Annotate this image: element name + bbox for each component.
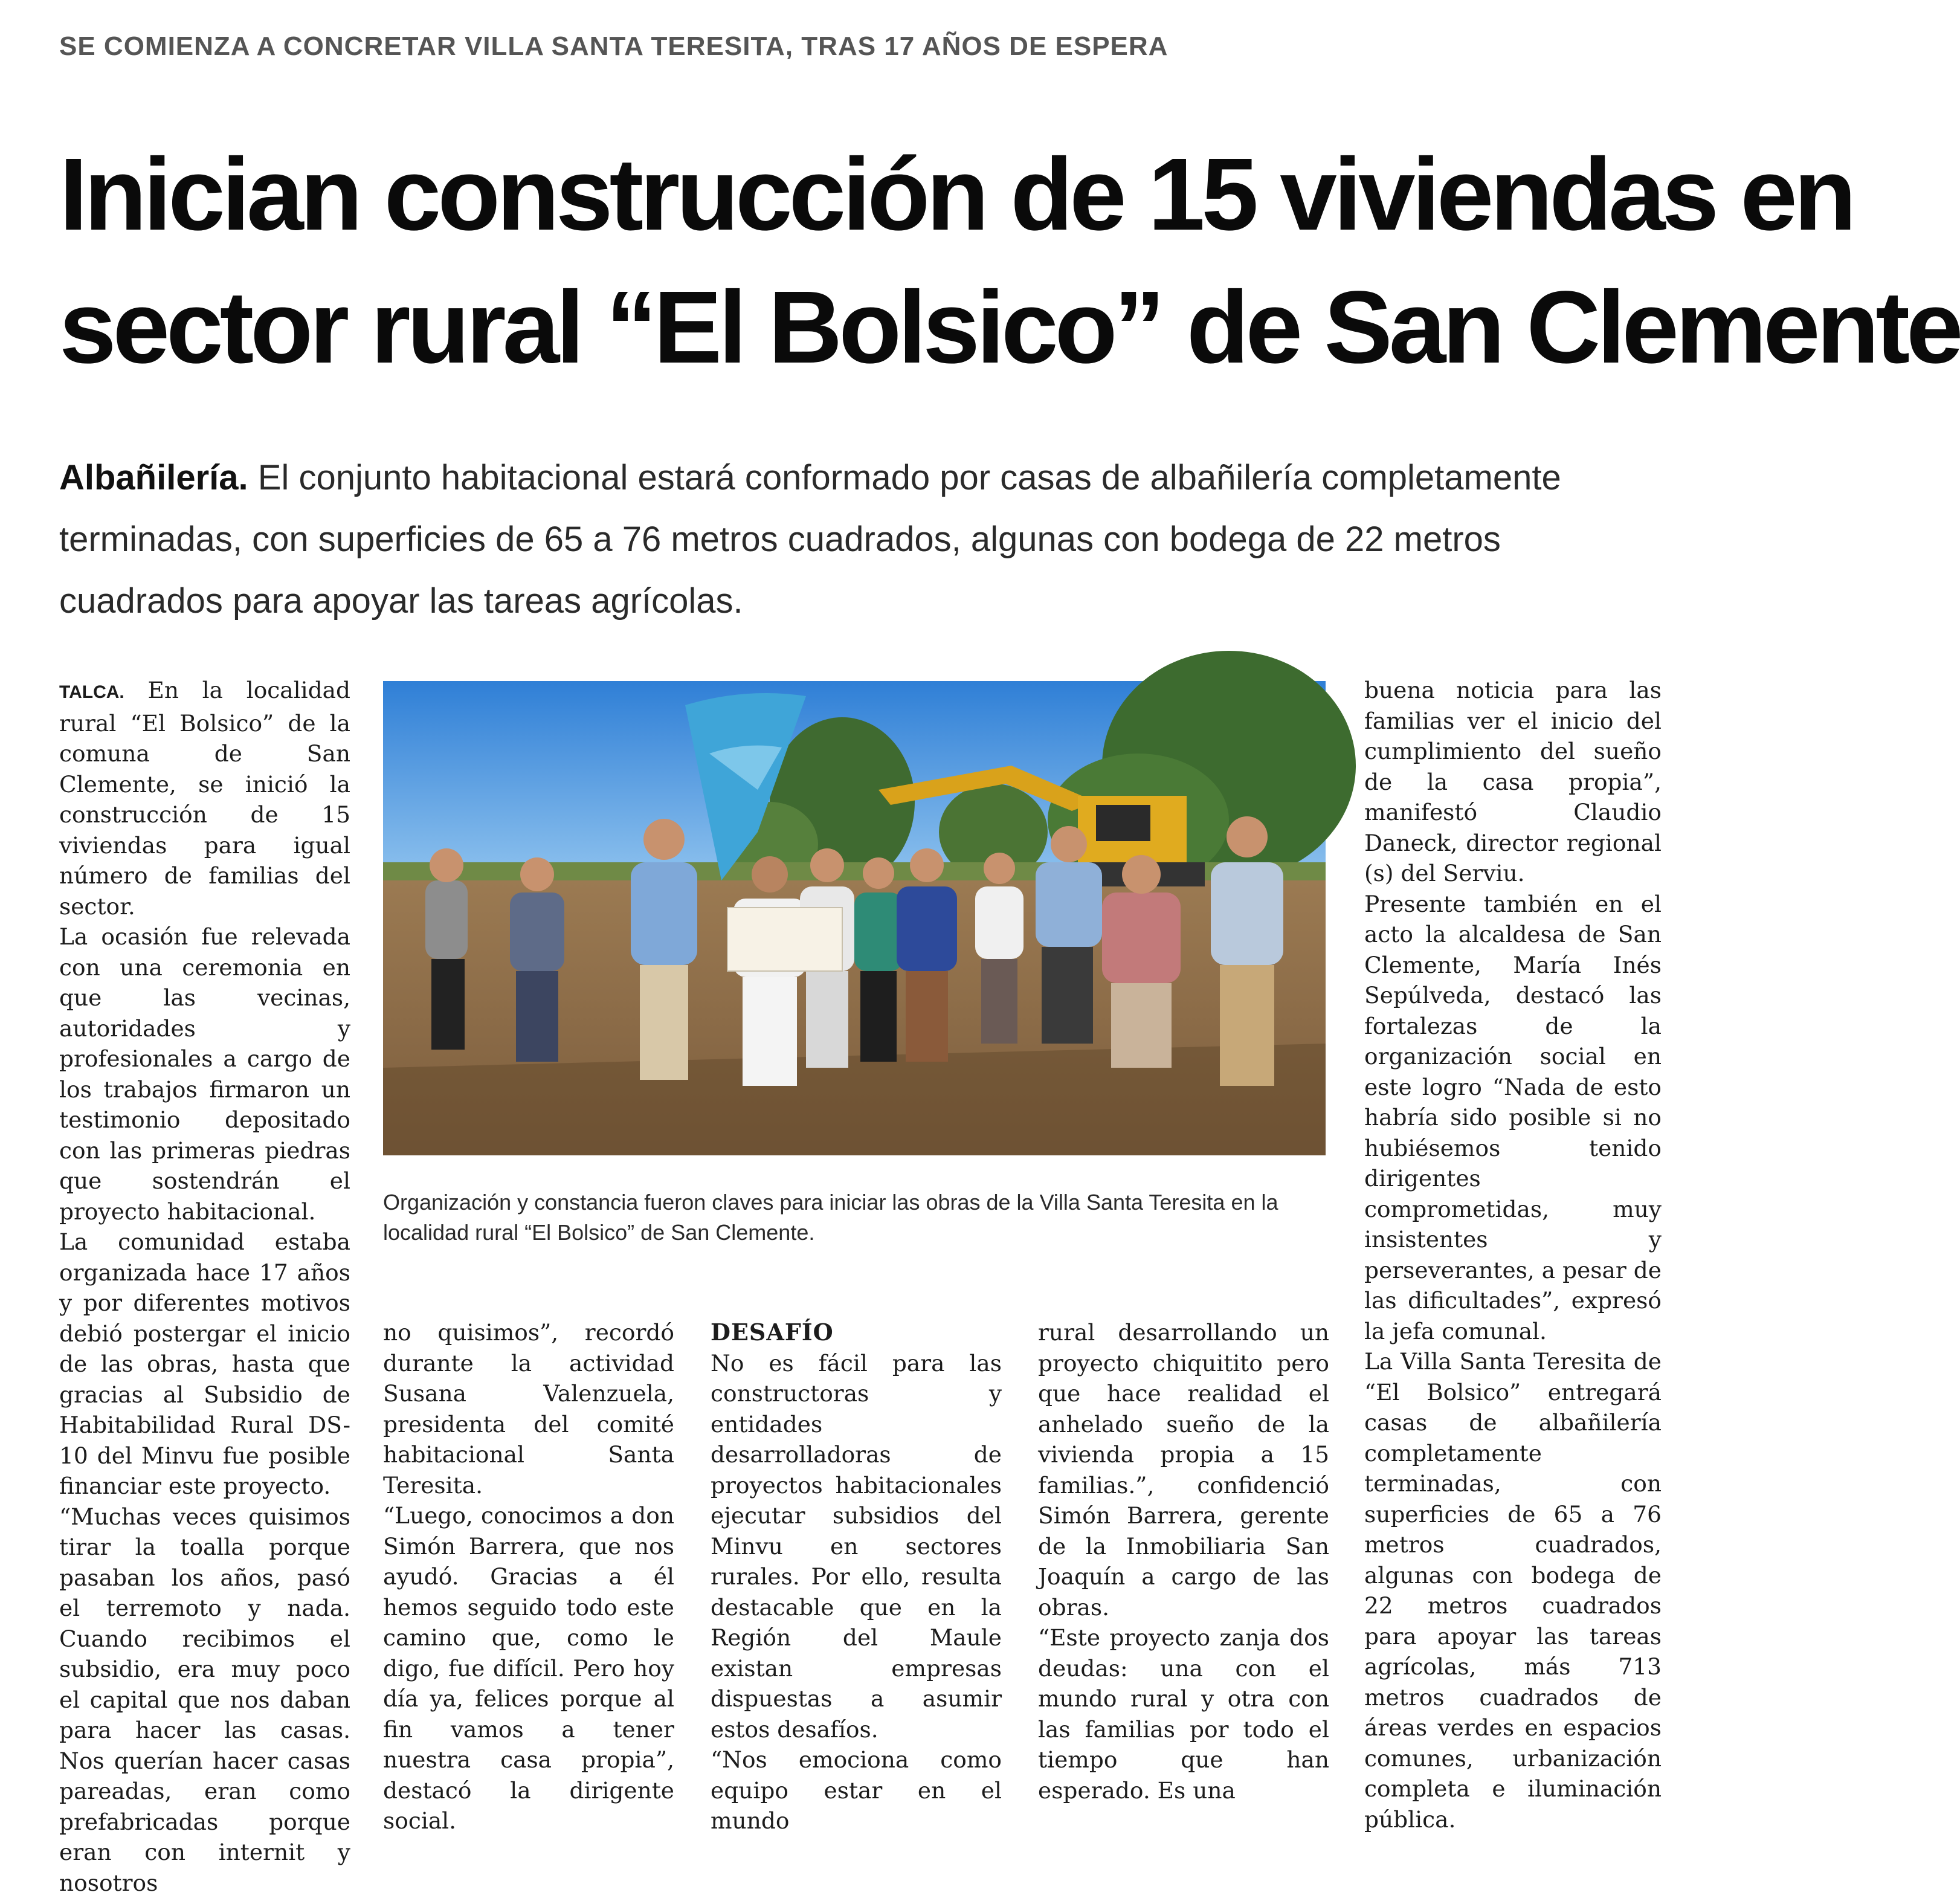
col3-paragraph-1: No es fácil para las constructoras y entidades desarrolladoras de proyectos habitacionales ejecutar subsidios del Minvu en sectores rurales. Por ello, resulta destacable que en la Región del Maule existan empresas dispuestas a asumir estos desafíos. <box>711 1348 1002 1745</box>
photo-illustration <box>383 681 1326 1155</box>
col5-paragraph-1: buena noticia para las familias ver el inicio del cumplimiento del sueño de la casa propia”, manifestó Claudio Daneck, director regional (s) del Serviu. <box>1364 675 1662 889</box>
photo-caption: Organización y constancia fueron claves para iniciar las obras de la Villa Santa Teresita en la localidad rural “El Bolsico” de San Clemente. <box>383 1187 1338 1248</box>
deck-text: El conjunto habitacional estará conformado por casas de albañilería completamente terminadas, con superficies de 65 a 76 metros cuadrados, algunas con bodega de 22 metros cuadrados para apoyar las tareas agrícolas. <box>59 458 1561 621</box>
dateline: TALCA. <box>59 682 124 702</box>
col4-paragraph-2: “Este proyecto zanja dos deudas: una con el mundo rural y otra con las familias por todo el tiempo que han esperado. Es una <box>1038 1622 1329 1806</box>
kicker: SE COMIENZA A CONCRETAR VILLA SANTA TERESITA, TRAS 17 AÑOS DE ESPERA <box>59 31 1168 62</box>
col1-paragraph-4: “Muchas veces quisimos tirar la toalla porque pasaban los años, pasó el terremoto y nada. Cuando recibimos el subsidio, era muy poco el capital que nos daban para hacer las casas. Nos querían hacer casas pareadas, eran como prefabricadas porque eran con internit y nosotros <box>59 1502 350 1898</box>
col3-paragraph-2: “Nos emociona como equipo estar en el mundo <box>711 1745 1002 1836</box>
col2-paragraph-1: no quisimos”, recordó durante la actividad Susana Valenzuela, presidenta del comité habitacional Santa Teresita. <box>383 1317 674 1500</box>
headline <box>59 128 1678 394</box>
col4-paragraph-1: rural desarrollando un proyecto chiquitito pero que hace realidad el anhelado sueño de la vivienda propia a 15 familias.”, confidenció Simón Barrera, gerente de la Inmobiliaria San Joaquín a cargo de las obras. <box>1038 1317 1329 1622</box>
column-5 <box>1364 675 1662 1835</box>
headline-line-1: Inician construcción de 15 viviendas en <box>59 128 1678 261</box>
column-2 <box>383 1317 674 1836</box>
col5-paragraph-3: La Villa Santa Teresita de “El Bolsico” entregará casas de albañilería completamente terminadas, con superficies de 65 a 76 metros cuadrados, algunas con bodega de 22 metros cuadrados para apoyar las tareas agrícolas, más 713 metros cuadrados de áreas verdes en espacios comunes, urbanización completa e iluminación pública. <box>1364 1346 1662 1835</box>
col1-paragraph-1 <box>59 675 350 922</box>
column-4 <box>1038 1317 1329 1806</box>
deck-lead: Albañilería. <box>59 458 248 497</box>
col5-paragraph-2: Presente también en el acto la alcaldesa de San Clemente, María Inés Sepúlveda, destacó las fortalezas de la organización social en este logro “Nada de esto habría sido posible si no hubiésemos tenido dirigentes comprometidas, muy insistentes y perseverantes, a pesar de las dificultades”, expresó la jefa comunal. <box>1364 889 1662 1347</box>
article-photo <box>383 681 1326 1155</box>
col1-text-1: En la localidad rural “El Bolsico” de la comuna de San Clemente, se inició la construcción de 15 viviendas para igual número de familias del sector. <box>59 677 350 920</box>
col1-paragraph-2: La ocasión fue relevada con una ceremonia en que las vecinas, autoridades y profesionales a cargo de los trabajos firmaron un testimonio depositado con las primeras piedras que sostendrán el proyecto habitacional. <box>59 922 350 1227</box>
col1-paragraph-3: La comunidad estaba organizada hace 17 años y por diferentes motivos debió postergar el inicio de las obras, hasta que gracias al Subsidio de Habitabilidad Rural DS-10 del Minvu fue posible financiar este proyecto. <box>59 1227 350 1502</box>
column-3 <box>711 1317 1002 1836</box>
headline-line-2: sector rural “El Bolsico” de San Clemente <box>59 261 1678 394</box>
subhead-desafio: DESAFÍO <box>711 1317 1002 1348</box>
deck <box>59 447 1648 632</box>
col2-paragraph-2: “Luego, conocimos a don Simón Barrera, que nos ayudó. Gracias a él hemos seguido todo este camino que, como le digo, fue difícil. Pero hoy día ya, felices porque al fin vamos a tener nuestra casa propia”, destacó la dirigente social. <box>383 1500 674 1836</box>
column-1 <box>59 675 350 1898</box>
